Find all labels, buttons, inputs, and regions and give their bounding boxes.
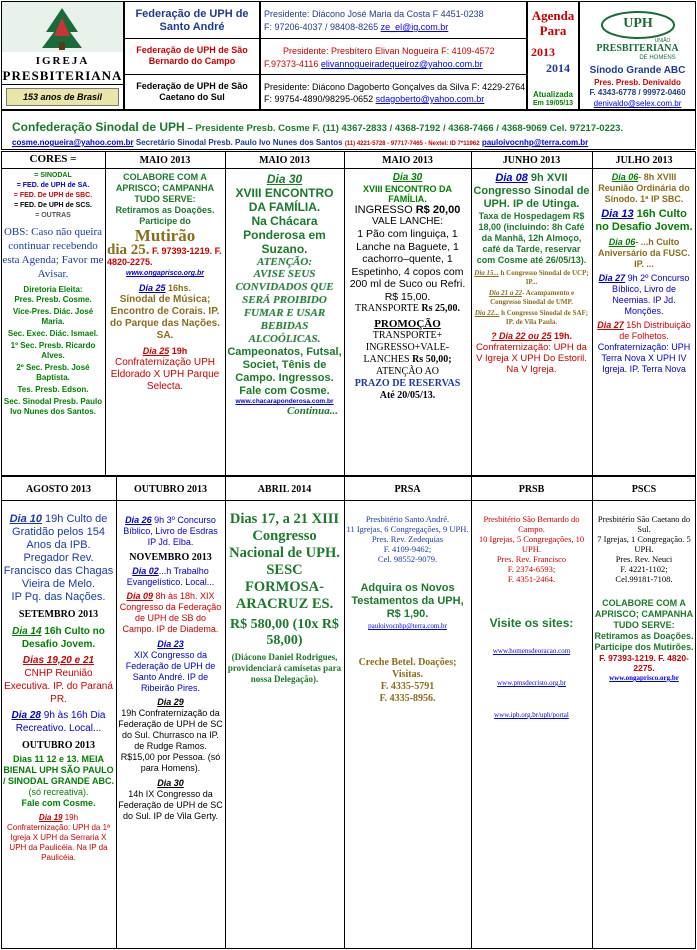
proibido: AVISE SEUS CONVIDADOS QUE SERÁ PROIBIDO FUMAR E USAR BEBIDAS ALCOÓLICAS. bbox=[235, 268, 334, 345]
ingresso-price: R$ 20,00 bbox=[415, 204, 461, 216]
aprisco-link[interactable]: www.ongaprisco.org.br bbox=[126, 270, 204, 277]
logo-box bbox=[1, 1, 124, 110]
dia25: dia 25. bbox=[107, 242, 150, 258]
header-maio-2: MAIO 2013 bbox=[259, 155, 310, 166]
prsa-column bbox=[346, 514, 469, 705]
atencao-prazo: ATENÇÃO AO bbox=[375, 366, 440, 377]
dir-tes: Tes. Presb. Edson. bbox=[17, 385, 89, 394]
confederation-box bbox=[1, 110, 696, 150]
pscs-pres: Pres. Rev. Neuci bbox=[615, 554, 673, 564]
confederation-sec: cosme.nogueira@yahoo.com.br Secretário Sinodal Presb. Paulo Ivo Nunes dos Santos (11) 4221-5728 - 97717-7465 - Nextel: ID 7*11962 pauloivocnhp@terra.com.br bbox=[12, 138, 589, 147]
pscs-name: Presbitério São Caetano do Sul. bbox=[597, 514, 691, 534]
uph-uniao: UNIÃO bbox=[654, 38, 671, 44]
sinodo-phone: F. 4343-6778 / 99972-0460 bbox=[589, 88, 686, 97]
prazo-reservas: PRAZO DE RESERVAS bbox=[354, 378, 461, 389]
maio2-column bbox=[227, 172, 342, 417]
musica-text: Sínodal de Música; Encontro de Corais. IP. do Parque das Nações. SA. bbox=[109, 294, 221, 341]
secretario-email[interactable]: pauloivocnhp@terra.com.br bbox=[481, 138, 589, 147]
fed-sa-name: Federação de UPH de Santo André bbox=[135, 8, 249, 33]
header-setembro: SETEMBRO 2013 bbox=[18, 609, 99, 620]
logo-presbiteriana: PRESBITERIANA bbox=[2, 68, 123, 83]
dia30-b: Dia 30 bbox=[392, 172, 423, 183]
prsb-phone-2: F. 4351-2464. bbox=[507, 574, 556, 584]
burning-bush-icon bbox=[2, 2, 123, 52]
logo-igreja: IGREJA bbox=[35, 55, 90, 67]
aprisco-text: Retiramos as Doações. Participe do bbox=[115, 205, 215, 226]
creche-betel: Creche Betel. Doações; Visitas. bbox=[358, 657, 457, 680]
pscs-phone: F. 4221-1102; bbox=[620, 564, 668, 574]
prsb-column bbox=[473, 514, 590, 720]
prsb-name: Presbitério São Bernardo do Campo. bbox=[483, 514, 580, 534]
agenda-year-2: 2014 bbox=[546, 61, 570, 75]
diretoria-title: Diretoria Eleita: bbox=[23, 285, 83, 294]
fed-sa-pres: Presidente: Diácono José Maria da Costa F 4451-0238 bbox=[264, 9, 484, 19]
header-pscs: PSCS bbox=[631, 484, 657, 495]
lanche-list: 1 Pão com linguiça, 1 Lanche na Baguete, 1 cachorro–quente, 1 Espetinho, 4 copos com 200 ml de Suco ou Refri. R$ 15,00. bbox=[349, 228, 466, 303]
logo-153-anos: 153 anos de Brasil bbox=[6, 88, 119, 106]
sinodo-name: Sínodo Grande ABC bbox=[589, 65, 686, 76]
maio1-column: COLABORE COM A APRISCO; CAMPANHA TUDO SERVE: Retiramos as Doações. Participe do Mutirão dia 25. F. 97393-1219. F. 4820-2275. www.ongaprisco.org.br Dia 25 16hs. Sínodal de Música; Encontro de Corais. IP. do Parque das Nações. SA. Dia 25 19h Confraternização UPH Eldorado X UPH Parque Selecta. bbox=[107, 172, 222, 392]
fed-sbc-phone: F.97373-4116 elivannogueiradequeiroz@yahoo.com.br bbox=[264, 59, 483, 69]
cor-sa: = FED. de UPH de SA. bbox=[16, 182, 90, 189]
confr-eldorado: Confraternização UPH Eldorado X UPH Parque Selecta. bbox=[110, 357, 220, 392]
cor-outras: = OUTRAS bbox=[35, 212, 71, 219]
site-ipb-uph[interactable]: www.ipb.org.br/uph/portal bbox=[494, 711, 569, 719]
fale-cosme: Fale com Cosme. bbox=[21, 798, 96, 808]
prsb-pres: Pres. Rev. Francisco bbox=[496, 554, 567, 564]
congresso-scs: 14h IX Congresso da Federação de UPH de SC do Sul. IP de Vila Gerty. bbox=[118, 789, 223, 821]
pscs-aprisco: COLABORE COM A APRISCO; CAMPANHA TUDO SERVE: bbox=[594, 598, 694, 630]
header-prsa: PRSA bbox=[394, 484, 421, 495]
uph-de-homens: DE HOMENS bbox=[639, 55, 676, 61]
header-junho: JUNHO 2013 bbox=[502, 155, 561, 166]
junho-column: Dia 08 9h XVII Congresso Sinodal de UPH. IP de Utinga. Taxa de Hospedagem R$ 18,00 (incluindo: 8h Café da Manhã, 12h Almoço, café da Tarde, reservar com Cosme até 26/05/13). Dia 15... h Congresso Sinodal de UCP; IP... Dia 21 a 22- Acampamento e Congresso Sinodal de UMP. Dia 22... h Congresso Sinodal de SAF; IP. de Vila Paula. ? Dia 22 ou 25 19h. Confraternização: UPH da V Igreja X UPH Do Estoril. Na V Igreja. bbox=[473, 172, 590, 375]
prazo-data: Até 20/05/13. bbox=[379, 390, 436, 401]
confr-terra-nova: Confraternização: UPH Terra Nova X UPH IV Igreja. IP. Terra Nova bbox=[597, 342, 691, 374]
cor-sinodal: = SINODAL bbox=[34, 172, 72, 179]
prsa-pres: Pres. Rev. Zedequias bbox=[371, 534, 444, 544]
agenda-updated-date: Em 19/05/13 bbox=[532, 100, 574, 107]
header-outubro-b: OUTUBRO 2013 bbox=[21, 740, 96, 751]
header-novembro: NOVEMBRO 2013 bbox=[129, 552, 212, 563]
header-cores: CORES = bbox=[29, 153, 77, 165]
cosme-email[interactable]: cosme.nogueira@yahoo.com.br bbox=[12, 138, 134, 147]
congresso-price: R$ 580,00 (10x R$ 58,00) bbox=[230, 617, 339, 648]
sinodo-box bbox=[579, 1, 696, 110]
agenda-para: Para bbox=[539, 23, 567, 38]
fed-sbc-name: Federação de UPH de São Bernardo do Campo bbox=[136, 45, 248, 66]
pscs-cel: Cel.99181-7108. bbox=[615, 574, 673, 584]
dia25-c: Dia 25 bbox=[142, 346, 170, 356]
agenda-year-1: 2013 bbox=[531, 45, 555, 59]
novos-testamentos: Adquira os Novos Testamentos da UPH, R$ 1,90. bbox=[351, 582, 464, 620]
confr-estoril: Confraternização: UPH da V Igreja X UPH Do Estoril. Na V Igreja. bbox=[476, 342, 587, 375]
julho-column: Dia 06- 8h XVIII Reunião Ordinária do Sínodo. 1ª IP SBC. Dia 13 16h Culto no Desafio Jovem. Dia 06- ...h Culto Aniversário da FUSC. IP. ... Dia 27 9h 2º Concurso Bíblico, Livro de Neemias. IP Jd. Monções. Dia 27 15h Distribuição de Folhetos. Confraternização: UPH Terra Nova X UPH IV Igreja. IP. Terra Nova bbox=[595, 172, 693, 374]
prsb-count: 10 Igrejas, 5 Congregações, 10 UPH. bbox=[478, 534, 585, 554]
cor-scs: = FED. De UPH de SCS. bbox=[14, 202, 92, 209]
agenda-box bbox=[527, 1, 579, 110]
header-abril: ABRIL 2014 bbox=[257, 484, 312, 495]
fed-sa-email[interactable]: ze_el@ig.com.br bbox=[380, 22, 449, 32]
dir-pres: Pres. Presb. Cosme. bbox=[14, 295, 92, 304]
pscs-aprisco-link[interactable]: www.ongaprisco.org.br bbox=[609, 674, 679, 682]
atencao: ATENÇÃO: bbox=[256, 256, 312, 268]
encontro-familia-b: XVIII ENCONTRO DA FAMÍLIA. bbox=[362, 184, 452, 204]
fed-sa-phone: F: 97206-4037 / 98408-8265 ze_el@ig.com.br bbox=[264, 22, 449, 32]
abril-column bbox=[227, 511, 342, 685]
congresso-sa: XIX Congresso da Federação de UPH de Santo André. IP de Ribeirão Pires. bbox=[125, 650, 216, 693]
prsa-phone: F. 4109-9462; bbox=[383, 544, 432, 554]
sinodo-pres: Pres. Presb. Denivaldo bbox=[594, 78, 681, 87]
congresso-nacional: Dias 17, a 21 XIII Congresso Nacional de UPH. SESC FORMOSA-ARACRUZ ES. bbox=[229, 511, 340, 612]
fed-scs-pres: Presidente: Diácono Dagoberto Gonçalves da Silva F: 4229-2764 F: 99754-4890/98295-0652 sdagoberto@yahoo.com.br bbox=[264, 82, 526, 104]
confr-pauliceia: Confraternização: UPH da 1ª Igreja X UPH da Serraria X UPH da Paulicéia. Na IP da Paulicéia. bbox=[6, 823, 110, 862]
dia30: Dia 30 bbox=[266, 172, 303, 186]
chacara: Na Chácara Ponderosa em Suzano. bbox=[243, 214, 326, 256]
cnhp: CNHP Reunião Executiva. IP. do Paraná PR. bbox=[4, 668, 113, 705]
fed-sbc-email[interactable]: elivannogueiradequeiroz@yahoo.com.br bbox=[320, 59, 483, 69]
mutirao: Mutirão bbox=[134, 226, 196, 245]
fed-scs-email[interactable]: sdagoberto@yahoo.com.br bbox=[375, 94, 485, 104]
agenda-updated: Atualizada bbox=[532, 90, 573, 99]
uph-logo-text: UPH bbox=[623, 16, 653, 31]
pscs-column bbox=[594, 514, 694, 683]
dir-sinodal: Sec. Sinodal Presb. Paulo Ivo Nunes dos Santos. bbox=[3, 397, 103, 416]
aprisco-phone: F. 97393-1219. F. 4820-2275. bbox=[107, 246, 222, 267]
site-homens-oracao[interactable]: www.homensdeoracao.com bbox=[492, 647, 571, 655]
header-agosto: AGOSTO 2013 bbox=[25, 484, 92, 495]
dir-exec: Sec. Exec. Diác. Ismael. bbox=[7, 329, 99, 338]
vale-lanche: VALE LANCHE: bbox=[372, 216, 443, 227]
creche-phone-1: F. 4335-5791 bbox=[380, 681, 435, 692]
site-pms-cristo[interactable]: www.pmsdecristo.org.br bbox=[497, 679, 566, 687]
prsa-email[interactable]: pauloivocnhp@terra.com.br bbox=[368, 622, 447, 630]
prsa-name: Presbitério Santo André. bbox=[365, 514, 450, 524]
creche-phone-2: F. 4335-8956. bbox=[379, 693, 436, 704]
header-julho: JULHO 2013 bbox=[615, 155, 673, 166]
visite-sites: Visite os sites: bbox=[489, 616, 574, 630]
cores-column bbox=[2, 171, 104, 417]
outubro-column: Dia 26 9h 3º Concurso Bíblico, Livro de Esdras IP Jd. Elba. NOVEMBRO 2013 Dia 02...h Trabalho Evangelístico. Local... Dia 09 8h às 18h. XIX Congresso da Federação de UPH de SB do Campo. IP de Diadema. Dia 23 XIX Congresso da Federação de UPH de Santo André. IP de Ribeirão Pires. Dia 29 19h Confraternização da Federação de UPH de SC do Sul. Churrasco na IP. de Rudge Ramos. R$15,00 por Pessoa. (só para Homens). Dia 30 14h IX Congresso da Federação de UPH de SC do Sul. IP de Vila Gerty. bbox=[118, 515, 223, 821]
prsa-cel: Cel. 98552-9079. bbox=[377, 554, 438, 564]
sinodo-email[interactable]: denivaldo@selex.com.br bbox=[593, 99, 682, 108]
dir-vice: Vice-Pres. Diác. José Maria. bbox=[12, 307, 94, 326]
fed-names-col bbox=[124, 1, 260, 110]
campeonatos: Campeonatos, Futsal, Societ, Tênis de Campo. Ingressos. Fale com Cosme. bbox=[227, 346, 342, 397]
prsb-phone: F. 2374-6593; bbox=[507, 564, 556, 574]
maio3-column: Dia 30 XVIII ENCONTRO DA FAMÍLIA. INGRESSO R$ 20,00 VALE LANCHE: 1 Pão com linguiça, 1 Lanche na Baguete, 1 cachorro–quente, 1 Espetinho, 4 copos com 200 ml de Suco ou Refri. R$ 15,00. TRANSPORTE Rs 25,00. PROMOÇÃO TRANSPORTE+ INGRESSO+VALE-LANCHES Rs 50,00; ATENÇÃO AO PRAZO DE RESERVAS Até 20/05/13. bbox=[346, 172, 469, 402]
aprisco-title: COLABORE COM A APRISCO; CAMPANHA TUDO SERVE: bbox=[115, 172, 215, 204]
continua: Continua... bbox=[286, 405, 338, 417]
dia25-b: Dia 25 bbox=[138, 283, 166, 293]
fed-sbc-pres: Presidente: Presbítero Elivan Nogueira F: 4109-4572 bbox=[283, 46, 495, 56]
meia-bienal: Dias 11 12 e 13. MEIA BIENAL UPH SÃO PAULO / SINODAL GRANDE ABC. bbox=[3, 754, 115, 786]
fed-scs-name: Federação de UPH de São Caetano do Sul bbox=[136, 81, 248, 102]
cor-sbc: = FED. De UPH de SBC. bbox=[13, 192, 93, 199]
prsa-count: 11 Igrejas, 6 Congregações, 9 UPH. bbox=[346, 524, 469, 534]
dir-2sec: 2º Sec. Presb. José Baptista. bbox=[16, 363, 90, 382]
dir-1sec: 1º Sec. Presb. Ricardo Alves. bbox=[10, 341, 96, 360]
cores-obs: OBS: Caso não queira continuar recebendo esta Agenda; Favor me Avisar. bbox=[2, 226, 104, 280]
chacara-link[interactable]: www.chacaraponderosa.com.br bbox=[235, 398, 334, 405]
pscs-aprisco-phone: F. 97393-1219. F. 4820-2275. bbox=[599, 653, 689, 673]
header-maio-3: MAIO 2013 bbox=[382, 155, 433, 166]
confr-scs: 19h Confraternização da Federação de UPH de SC do Sul. Churrasco na IP. de Rudge Ramos. R$15,00 por Pessoa. (só para Homens). bbox=[118, 708, 223, 773]
agenda-title: Agenda bbox=[531, 8, 575, 23]
header-prsb: PRSB bbox=[518, 484, 545, 495]
header-maio-1: MAIO 2013 bbox=[139, 155, 191, 166]
uph-logo-icon bbox=[600, 10, 676, 40]
promocao: PROMOÇÃO bbox=[374, 318, 441, 330]
so-recreativa: (só recreativa). bbox=[28, 787, 89, 797]
agosto-column: Dia 10 19h Culto de Gratidão pelos 154 Anos da IPB. Pregador Rev. Francisco das Chagas Vieira de Melo. IP Pq. das Nações. SETEMBRO 2013 Dia 14 16h Culto no Desafio Jovem. Dias 19,20 e 21 CNHP Reunião Executiva. IP. do Paraná PR. Dia 28 9h às 16h Dia Recreativo. Local... OUTUBRO 2013 Dias 11 12 e 13. MEIA BIENAL UPH SÃO PAULO / SINODAL GRANDE ABC. (só recreativa). Fale com Cosme. Dia 19 19h Confraternização: UPH da 1ª Igreja X UPH da Serraria X UPH da Paulicéia. Na IP da Paulicéia. bbox=[3, 513, 115, 862]
encontro-familia: XVIII ENCONTRO DA FAMÍLIA. bbox=[235, 186, 334, 214]
confederation-line: Confederação Sinodal de UPH – Presidente Presb. Cosme F. (11) 4367-2833 / 4368-7192 / 4368-7466 / 4368-9069 Cel. 97217-0223. bbox=[12, 120, 624, 134]
fed-pres-col bbox=[260, 1, 527, 110]
ago-local: IP Pq. das Nações. bbox=[11, 591, 106, 603]
taxa-hospedagem: Taxa de Hospedagem R$ 18,00 (incluindo: 8h Café da Manhã, 12h Almoço, café da Tarde, reservar com Cosme até 26/05/13). bbox=[476, 211, 587, 265]
camisetas: (Diácono Daniel Rodrigues, providenciará camisetas para nossa Delegação). bbox=[227, 652, 342, 684]
uph-presbiteriana: PRESBITERIANA bbox=[596, 43, 679, 54]
pscs-count: 7 Igrejas, 1 Congregação. 5 UPH. bbox=[597, 534, 691, 554]
pscs-mutiroes: Retiramos as Doações. Participe dos Mutirões. bbox=[594, 631, 694, 652]
header-outubro: OUTUBRO 2013 bbox=[133, 484, 208, 495]
